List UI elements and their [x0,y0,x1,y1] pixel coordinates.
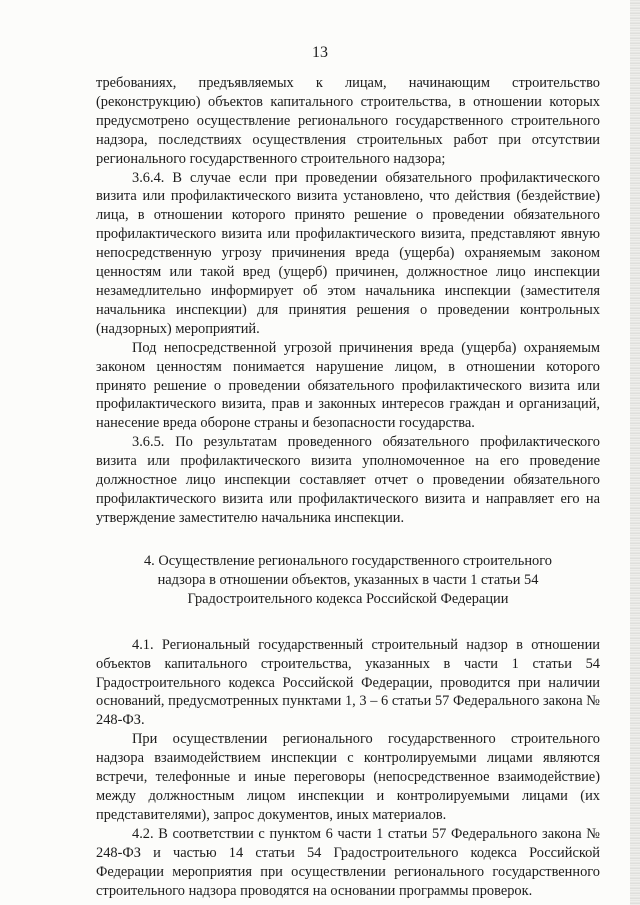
paragraph-4-1: 4.1. Региональный государственный строительный надзор в отношении объектов капитального строительства, указанных в части 1 статьи 54 Градостроительного кодекса Российской Федерации, проводится при наличии оснований, предусмотренных пунктами 1, 3 – 6 статьи 57 Федерального закона № 248-ФЗ. [96,636,600,729]
document-body [96,74,600,900]
heading-line: надзора в отношении объектов, указанных в части 1 статьи 54 [157,571,539,588]
heading-line: 4. Осуществление регионального государственного строительного [143,552,552,569]
heading-line: Градостроительного кодекса Российской Федерации [187,590,509,607]
paragraph-3-6-5: 3.6.5. По результатам проведенного обязательного профилактического визита или профилактического визита уполномоченное на его проведение должностное лицо инспекции составляет отчет о проведении обязательного профилактического визита или профилактического визита и направляет его на утверждение заместителю начальника инспекции. [96,434,600,526]
scan-edge [630,0,640,905]
paragraph-3-6-4: 3.6.4. В случае если при проведении обязательного профилактического визита или профилактического визита установлено, что действия (бездействие) лица, в отношении которого принято решение о проведении обязательного профилактического визита или профилактического визита, представляют явную непосредственную угрозу причинения вреда (ущерба) охраняемым законом ценностям или такой вред (ущерб) причинен, должностное лицо инспекции незамедлительно информирует об этом начальника инспекции (заместителя начальника инспекции) для принятия решения о проведении контрольных (надзорных) мероприятий. [96,169,600,337]
page-number: 13 [312,44,328,61]
paragraph-continuation: требованиях, предъявляемых к лицам, начинающим строительство (реконструкцию) объектов капитального строительства, в отношении которых предусмотрено осуществление регионального государственного строительного надзора, последствиях осуществления строительных работ при отсутствии регионального государственного строительного надзора; [96,75,600,167]
paragraph-interaction: При осуществлении регионального государственного строительного надзора взаимодействием инспекции с контролируемыми лицами являются встречи, телефонные и иные переговоры (непосредственное взаимодействие) между должностным лицом инспекции и контролируемыми лицами (их представителями), запрос документов, иных материалов. [96,731,600,823]
paragraph-threat-definition: Под непосредственной угрозой причинения вреда (ущерба) охраняемым законом ценностям понимается нарушение лицом, в отношении которого принято решение о проведении обязательного профилактического визита или профилактического визита, прав и законных интересов граждан и организаций, нанесение вреда обороне страны и безопасности государства. [96,339,600,432]
section-4-heading [96,552,600,609]
paragraph-4-2: 4.2. В соответствии с пунктом 6 части 1 статьи 57 Федерального закона № 248-ФЗ и частью 14 статьи 54 Градостроительного кодекса Российской Федерации мероприятия при осуществлении регионального государственного строительного надзора проводятся на основании программы проверок. [96,825,600,899]
